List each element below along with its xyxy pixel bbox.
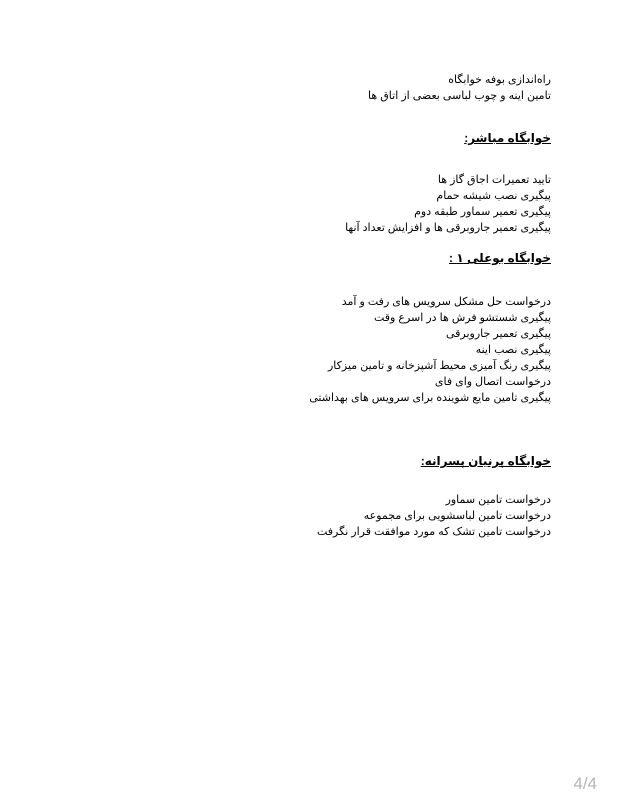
section-list-parnian: [71, 492, 551, 540]
list-item: پیگیری شستشو فرش ها در اسرع وقت: [373, 312, 551, 324]
list-item: پیگیری تعمیر جاروبرقی: [445, 328, 551, 340]
intro-list: [71, 72, 551, 104]
list-item: درخواست تامین لباسشویی برای مجموعه: [363, 510, 551, 522]
section-heading-bouali: [71, 249, 551, 267]
list-item: پیگیری نصب اینه: [475, 344, 551, 356]
section-heading: خوابگاه مباشر:: [464, 131, 551, 145]
section-heading-mobasher: [71, 129, 551, 147]
list-item: درخواست تامین تشک که مورد موافقت قرار نگرفت: [316, 526, 551, 538]
list-item: درخواست تامین سماور: [445, 494, 551, 506]
section-list-bouali: [71, 294, 551, 406]
intro-line: راه‌اندازی بوفه خوابگاه: [448, 74, 551, 86]
page-number: 4/4: [573, 774, 597, 793]
section-heading-parnian: [71, 452, 551, 470]
list-item: پیگیری تعمیر سماور طبقه دوم: [414, 206, 551, 218]
list-item: تایید تعمیرات اجاق گاز ها: [437, 174, 551, 186]
list-item: پیگیری رنگ آمیزی محیط آشپزخانه و تامین میزکار: [327, 360, 551, 372]
intro-line: تامین اینه و چوب لباسی بعضی از اتاق ها: [368, 90, 551, 102]
list-item: درخواست حل مشکل سرویس های رفت و آمد: [341, 296, 551, 308]
list-item: پیگیری تعمیر جاروبرقی ها و افزایش تعداد آنها: [345, 222, 551, 234]
section-list-mobasher: [71, 172, 551, 236]
section-heading: خوابگاه بوعلی ۱ :: [449, 251, 551, 265]
list-item: پیگیری تامین مایع شوینده برای سرویس های بهداشتی: [309, 392, 551, 404]
section-heading: خوابگاه پرنیان پسرانه:: [420, 454, 551, 468]
list-item: درخواست اتصال وای فای: [434, 376, 551, 388]
list-item: پیگیری نصب شیشه حمام: [436, 190, 551, 202]
